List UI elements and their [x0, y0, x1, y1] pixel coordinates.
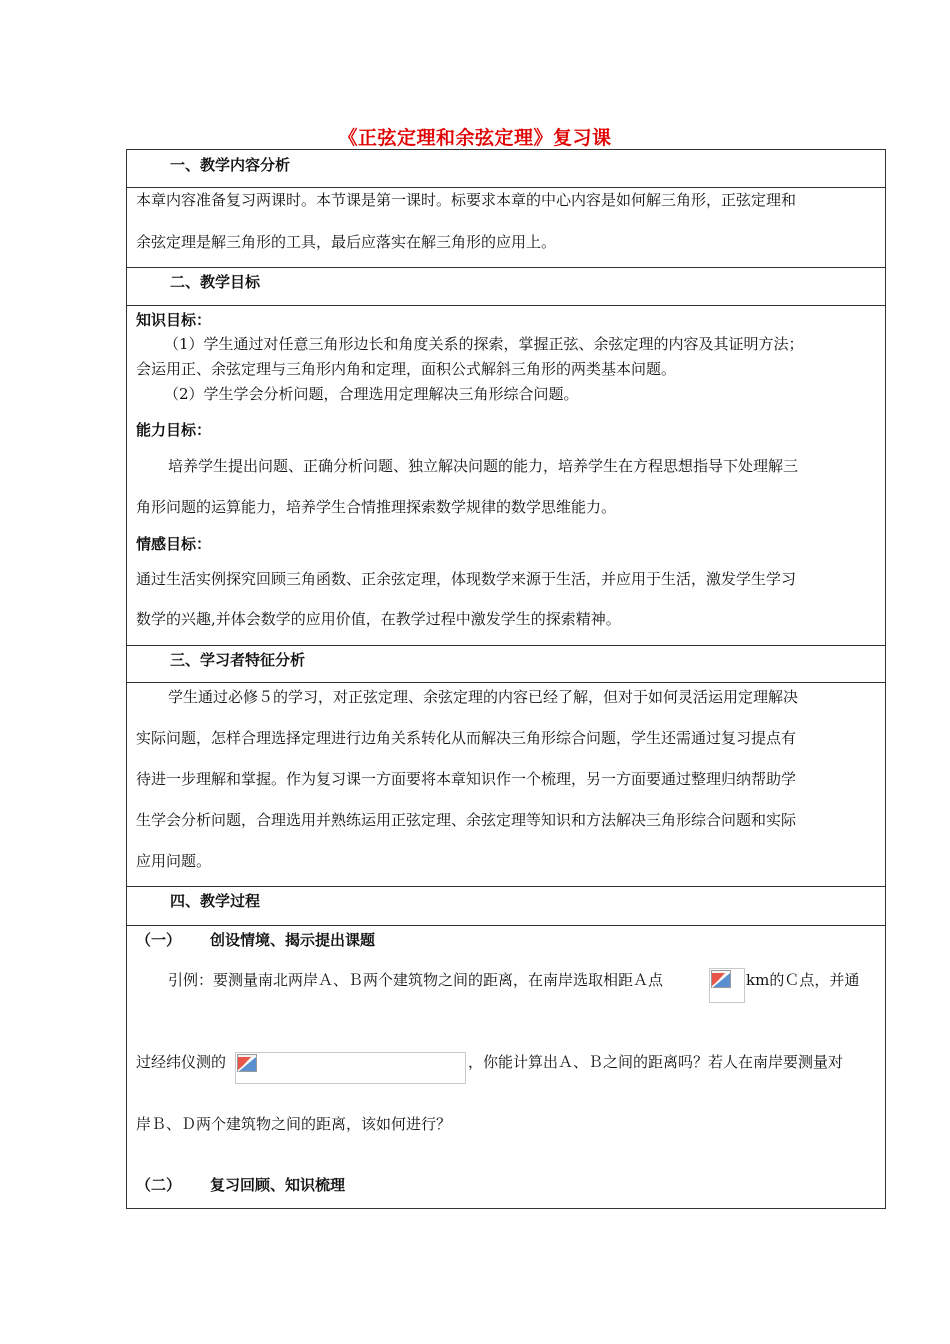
paragraph-line: 生学会分析问题，合理选用并熟练运用正弦定理、余弦定理等知识和方法解决三角形综合问题和实际: [136, 811, 797, 829]
row-divider: [126, 267, 886, 268]
section-heading-learner-analysis: 三、学习者特征分析: [170, 651, 306, 669]
subsection-title: 创设情境、揭示提出课题: [210, 931, 376, 949]
row-divider: [126, 187, 886, 188]
emotion-goals-label: 情感目标：: [136, 535, 212, 553]
section-heading-content-analysis: 一、教学内容分析: [170, 156, 291, 174]
paragraph-line: 实际问题，怎样合理选择定理进行边角关系转化从而解决三角形综合问题，学生还需通过复习提点有: [136, 729, 797, 747]
example-text: 岸Ｂ、Ｄ两个建筑物之间的距离，该如何进行？: [136, 1115, 452, 1133]
paragraph-line: 学生通过必修５的学习，对正弦定理、余弦定理的内容已经了解，但对于如何灵活运用定理解决: [168, 688, 799, 706]
subsection-number: （二）: [136, 1176, 182, 1194]
example-text: 过经纬仪测的: [136, 1053, 227, 1071]
paragraph-line: （2）学生学会分析问题，合理选用定理解决三角形综合问题。: [164, 385, 579, 403]
subsection-title: 复习回顾、知识梳理: [210, 1176, 346, 1194]
row-divider: [126, 305, 886, 306]
paragraph-line: 数学的兴趣,并体会数学的应用价值，在教学过程中激发学生的探索精神。: [136, 610, 621, 628]
row-divider: [126, 645, 886, 646]
paragraph-line: 应用问题。: [136, 852, 212, 870]
document-title: 《正弦定理和余弦定理》复习课: [338, 127, 612, 149]
subsection-number: （一）: [136, 931, 182, 949]
row-divider: [126, 886, 886, 887]
paragraph-line: 本章内容准备复习两课时。本节课是第一课时。标要求本章的中心内容是如何解三角形，正弦定理和: [136, 191, 797, 209]
example-text: km的Ｃ点，并通: [746, 971, 860, 989]
lesson-plan-table: [126, 149, 886, 1209]
ability-goals-label: 能力目标：: [136, 421, 212, 439]
formula-image-placeholder: [235, 1052, 466, 1084]
paragraph-line: （1）学生通过对任意三角形边长和角度关系的探索，掌握正弦、余弦定理的内容及其证明方法；: [164, 335, 804, 353]
paragraph-line: 培养学生提出问题、正确分析问题、独立解决问题的能力，培养学生在方程思想指导下处理解三: [168, 457, 799, 475]
broken-image-icon: [237, 1054, 257, 1072]
knowledge-goals-label: 知识目标：: [136, 311, 212, 329]
formula-image-placeholder: [709, 968, 745, 1003]
section-heading-teaching-process: 四、教学过程: [170, 892, 261, 910]
section-heading-teaching-goals: 二、教学目标: [170, 273, 261, 291]
paragraph-line: 会运用正、余弦定理与三角形内角和定理，面积公式解斜三角形的两类基本问题。: [136, 360, 677, 378]
paragraph-line: 通过生活实例探究回顾三角函数、正余弦定理，体现数学来源于生活，并应用于生活，激发学生学习: [136, 570, 797, 588]
row-divider: [126, 925, 886, 926]
paragraph-line: 余弦定理是解三角形的工具，最后应落实在解三角形的应用上。: [136, 233, 557, 251]
paragraph-line: 待进一步理解和掌握。作为复习课一方面要将本章知识作一个梳理，另一方面要通过整理归纳帮助学: [136, 770, 797, 788]
example-text: ，你能计算出Ａ、Ｂ之间的距离吗？若人在南岸要测量对: [468, 1053, 844, 1071]
row-divider: [126, 682, 886, 683]
example-text: 引例：要测量南北两岸Ａ、Ｂ两个建筑物之间的距离，在南岸选取相距Ａ点: [168, 971, 664, 989]
paragraph-line: 角形问题的运算能力，培养学生合情推理探索数学规律的数学思维能力。: [136, 498, 617, 516]
broken-image-icon: [711, 970, 731, 988]
